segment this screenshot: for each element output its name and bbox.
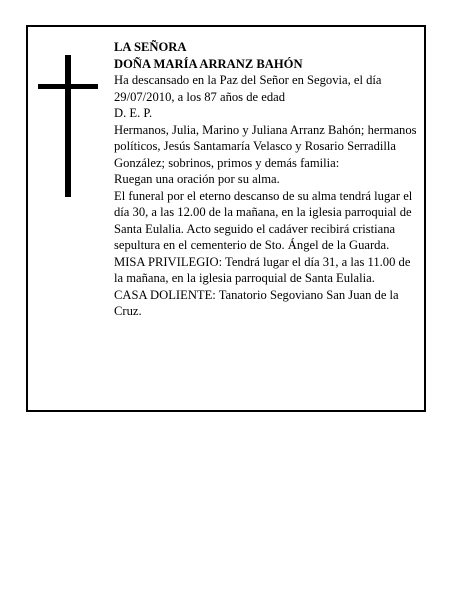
funeral-details: El funeral por el eterno descanso de su alma tendrá lugar el día 30, a las 12.00 de la mañana, en la iglesia parroquial de Santa Eulalia. Acto seguido el cadáver recibirá cristiana sepultura en el cementerio de Sto. Ángel de la Guarda. MISA PRIVILEGIO: Tendrá lugar el día 31, a las 11.00 de la mañana, en la iglesia parroquial de Santa Eulalia. [114,188,413,285]
prayer-request: Ruegan una oración por su alma. [114,172,280,186]
obituary-text [114,39,420,320]
cross-icon [38,55,98,197]
rest-in-peace: D. E. P. [114,106,153,120]
cross-horizontal-bar [38,84,98,89]
family-list: Hermanos, Julia, Marino y Juliana Arranz Bahón; hermanos políticos, Jesús Santamaría Velasco y Rosario Serradilla González; sobrinos, primos y demás familia: [114,122,417,170]
mourning-house: CASA DOLIENTE: Tanatorio Segoviano San Juan de la Cruz. [114,287,399,318]
death-announcement: Ha descansado en la Paz del Señor en Segovia, el día 29/07/2010, a los 87 años de edad [114,73,382,104]
heading-title: LA SEÑORA [114,40,187,54]
cross-vertical-bar [65,55,71,197]
deceased-name: DOÑA MARÍA ARRANZ BAHÓN [114,56,303,71]
